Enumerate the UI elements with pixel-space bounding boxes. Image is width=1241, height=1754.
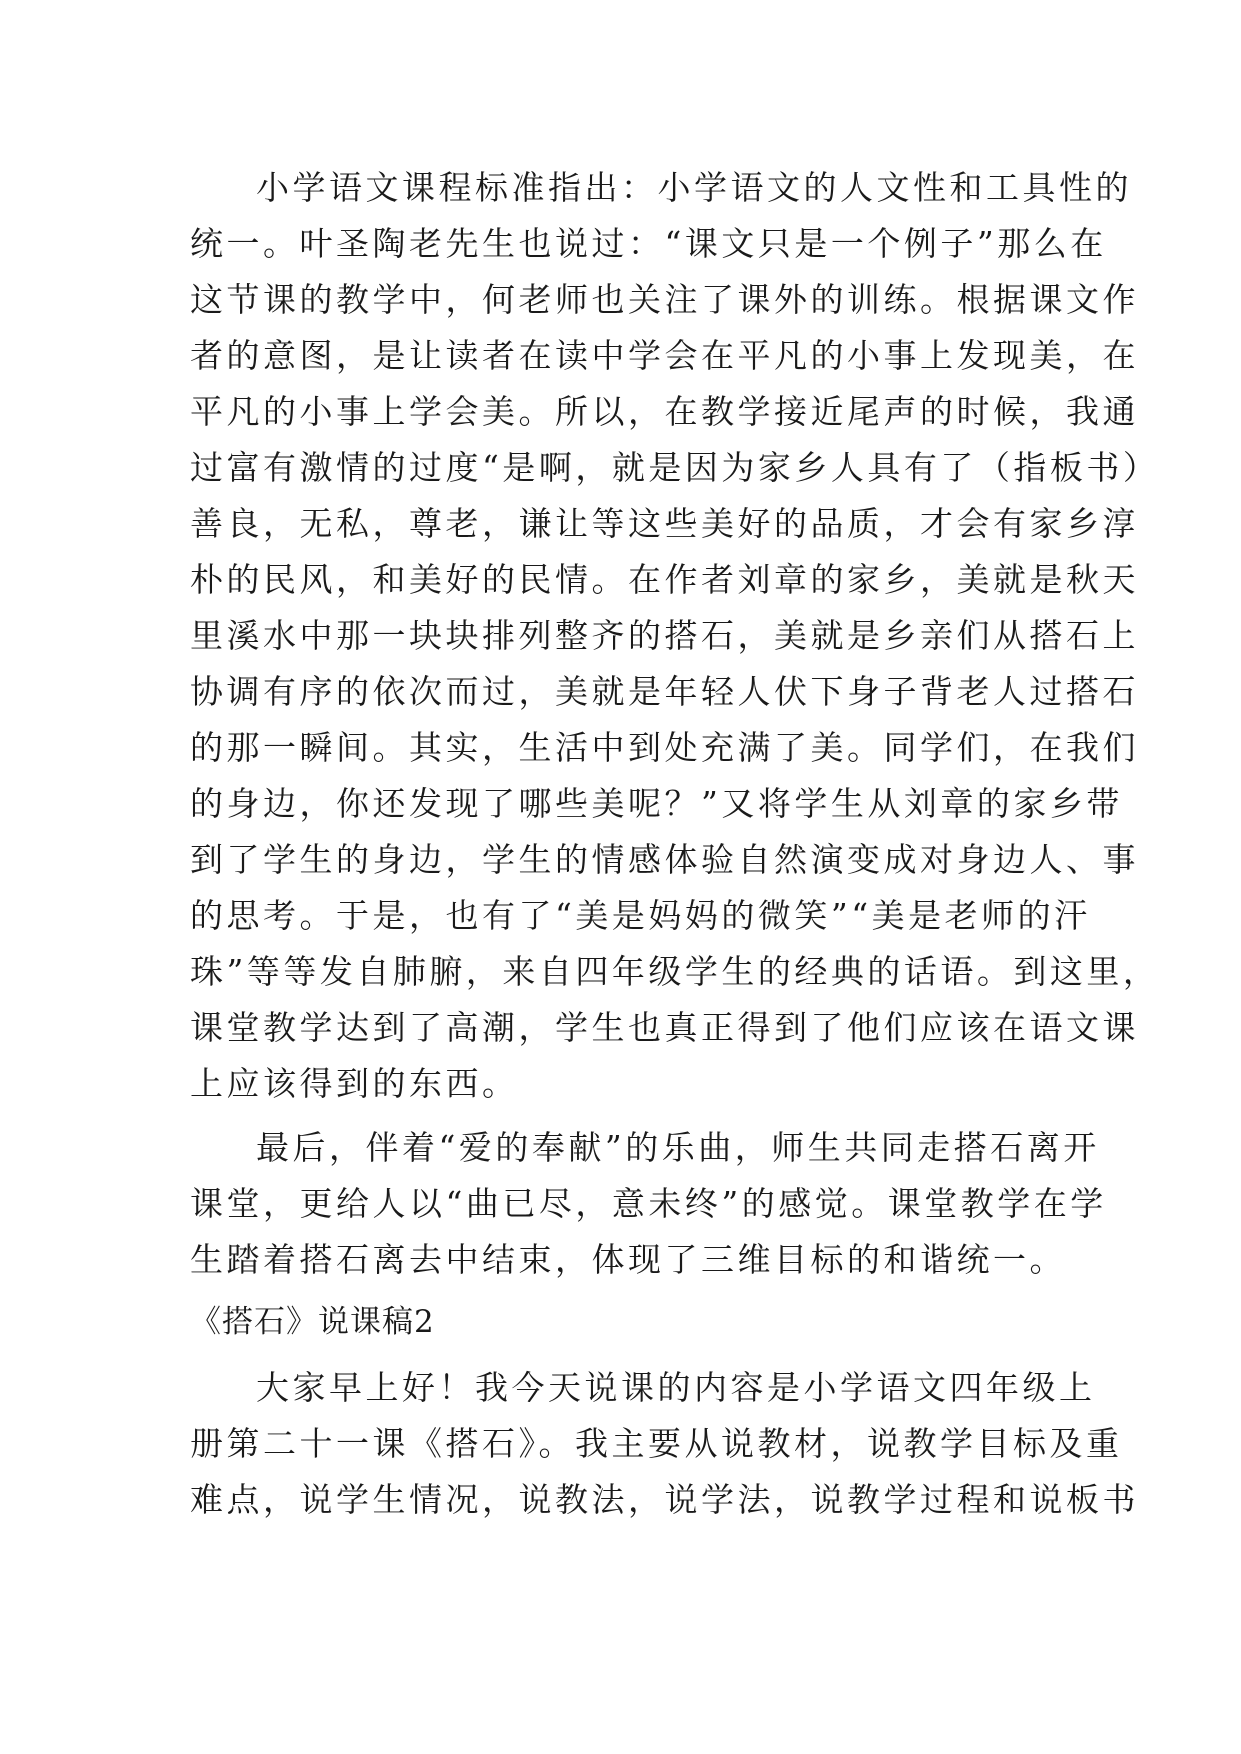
paragraph-3-line-3: 难点，说学生情况，说教法，说学法，说教学过程和说板书	[190, 1480, 1139, 1519]
paragraph-1-line-8: 朴的民风，和美好的民情。在作者刘章的家乡，美就是秋天	[190, 560, 1139, 599]
paragraph-1-line-3: 这节课的教学中，何老师也关注了课外的训练。根据课文作	[190, 280, 1139, 319]
section-heading: 《搭石》说课稿2	[190, 1304, 435, 1340]
paragraph-1-line-13: 到了学生的身边，学生的情感体验自然演变成对身边人、事	[190, 840, 1139, 879]
paragraph-1-line-10: 协调有序的依次而过，美就是年轻人伏下身子背老人过搭石	[190, 672, 1139, 711]
paragraph-1-line-2: 统一。叶圣陶老先生也说过：“课文只是一个例子”那么在	[190, 224, 1107, 263]
paragraph-1-line-16: 课堂教学达到了高潮，学生也真正得到了他们应该在语文课	[190, 1008, 1139, 1047]
paragraph-1-line-11: 的那一瞬间。其实，生活中到处充满了美。同学们，在我们	[190, 728, 1139, 767]
paragraph-1-line-6: 过富有激情的过度“是啊，就是因为家乡人具有了（指板书）	[190, 448, 1160, 487]
paragraph-3-line-2: 册第二十一课《搭石》。我主要从说教材，说教学目标及重	[190, 1424, 1123, 1463]
paragraph-1-line-5: 平凡的小事上学会美。所以，在教学接近尾声的时候，我通	[190, 392, 1139, 431]
paragraph-2-line-1: 最后，伴着“爱的奉献”的乐曲，师生共同走搭石离开	[256, 1128, 1100, 1167]
paragraph-2-line-3: 生踏着搭石离去中结束，体现了三维目标的和谐统一。	[190, 1240, 1066, 1279]
paragraph-1-line-17: 上应该得到的东西。	[190, 1064, 519, 1103]
paragraph-2-line-2: 课堂，更给人以“曲已尽，意未终”的感觉。课堂教学在学	[190, 1184, 1107, 1223]
paragraph-1-line-14: 的思考。于是，也有了“美是妈妈的微笑”“美是老师的汗	[190, 896, 1091, 935]
paragraph-1-line-1: 小学语文课程标准指出：小学语文的人文性和工具性的	[256, 168, 1132, 207]
paragraph-1-line-12: 的身边，你还发现了哪些美呢？”又将学生从刘章的家乡带	[190, 784, 1123, 823]
paragraph-1-line-9: 里溪水中那一块块排列整齐的搭石，美就是乡亲们从搭石上	[190, 616, 1139, 655]
paragraph-1-line-7: 善良，无私，尊老，谦让等这些美好的品质，才会有家乡淳	[190, 504, 1139, 543]
paragraph-1-line-4: 者的意图，是让读者在读中学会在平凡的小事上发现美，在	[190, 336, 1139, 375]
paragraph-3-line-1: 大家早上好！我今天说课的内容是小学语文四年级上	[256, 1368, 1096, 1407]
paragraph-1-line-15: 珠”等等发自肺腑，来自四年级学生的经典的话语。到这里，	[190, 952, 1160, 991]
